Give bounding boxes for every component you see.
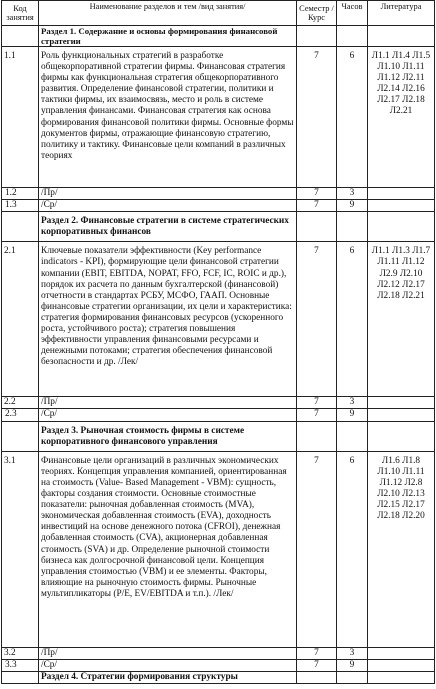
section-row (2, 26, 435, 47)
curriculum-table (1, 0, 435, 684)
row-semester: 7 (297, 659, 337, 671)
section-title: Раздел 3. Рыночная стоимость фирмы в системе корпоративного финансового управления (39, 421, 297, 451)
table-row (2, 47, 435, 188)
row-code: 2.2 (2, 397, 39, 409)
row-literature: Л1.1 Л1.4 Л1.5 Л1.10 Л1.11 Л1.12 Л2.11 Л2.14 Л2.16 Л2.17 Л2.18 Л2.21 (368, 47, 435, 188)
table-row (2, 409, 435, 421)
row-literature (368, 200, 435, 212)
row-semester: 7 (297, 397, 337, 409)
section-title: Раздел 4. Стратегии формирования структуры (39, 671, 297, 683)
header-name: Наименование разделов и тем /вид занятия/ (39, 1, 297, 26)
row-text: /Ср/ (39, 659, 297, 671)
section-title: Раздел 1. Содержание и основы формирования финансовой стратегии (39, 26, 297, 47)
table-row (2, 397, 435, 409)
row-hours: 3 (337, 397, 368, 409)
row-code: 2.3 (2, 409, 39, 421)
row-text: Ключевые показатели эффективности (Key performance indicators - KPI), формирующие цели финансовой стратегии компании (EBIT, EBITDA, NOPAT, FFO, FCF, IC, ROIC и др.), порядок их расчета по данным бухгалтерской (финансовой) отчетности в стандартах РСБУ, МСФО, ГААП. Основные финансовые стратегии организации, их цели и характеристика: стратегия формирования финансовых ресурсов (ускоренного роста, устойчивого роста); стратегия повышения эффективности управления финансовыми ресурсами и денежными потоками; стратегия обеспечения финансовой безопасности и др. /Лек/ (39, 242, 297, 397)
header-row (2, 1, 435, 26)
section-title: Раздел 2. Финансовые стратегии в системе стратегических корпоративных финансов (39, 212, 297, 242)
row-text: /Пр/ (39, 397, 297, 409)
row-code: 3.2 (2, 647, 39, 659)
table-row (2, 188, 435, 200)
table-row (2, 659, 435, 671)
row-semester: 7 (297, 451, 337, 647)
row-code: 3.1 (2, 451, 39, 647)
row-code: 2.1 (2, 242, 39, 397)
row-hours: 3 (337, 188, 368, 200)
row-hours: 9 (337, 659, 368, 671)
row-code: 1.1 (2, 47, 39, 188)
header-hours: Часов (337, 1, 368, 26)
row-literature (368, 397, 435, 409)
row-semester: 7 (297, 242, 337, 397)
row-semester: 7 (297, 647, 337, 659)
row-text: /Ср/ (39, 200, 297, 212)
row-text: Финансовые цели организаций в различных экономических теориях. Концепция управления компанией, ориентированная на стоимость (Value- Based Management - VBM): сущность, факторы создания стоимости. Основные стоимостные показатели: рыночная добавленная стоимость (MVA), экономическая добавленная стоимость (EVA), доходность инвестиций на основе денежного потока (CFROI), денежная добавленная стоимость (CVA), акционерная добавленная стоимость (SVA) и др. Определение рыночной стоимости бизнеса как долгосрочной финансовой цели. Концепция управления стоимостью (VBM) и ее элементы. Факторы, влияющие на рыночную стоимость фирмы. Рыночные мультипликаторы (P/E, EV/EBITDA и т.п.). /Лек/ (39, 451, 297, 647)
row-text: Роль функциональных стратегий в разработке общекорпоративной стратегии фирмы. Финансовая стратегия фирмы как функциональная стратегия общекорпоративного развития. Определение финансовой стратегии, политики и тактики фирмы, их взаимосвязь, место и роль в системе управления финансами. Финансовая стратегия как основа формирования финансовой политики фирмы. Основные формы документов фирмы, отражающие финансовую стратегию, политику и тактику. Финансовые цели компаний в различных теориях (39, 47, 297, 188)
row-code: 3.3 (2, 659, 39, 671)
row-semester: 7 (297, 200, 337, 212)
row-text: /Пр/ (39, 188, 297, 200)
row-code: 1.3 (2, 200, 39, 212)
row-literature (368, 188, 435, 200)
row-literature (368, 647, 435, 659)
section-row (2, 212, 435, 242)
section-row (2, 421, 435, 451)
header-semester: Семестр / Курс (297, 1, 337, 26)
row-hours: 6 (337, 242, 368, 397)
row-literature (368, 409, 435, 421)
row-literature: Л1.6 Л1.8 Л1.10 Л1.11 Л1.12 Л2.8 Л2.10 Л2.13 Л2.15 Л2.17 Л2.18 Л2.20 (368, 451, 435, 647)
row-hours: 6 (337, 451, 368, 647)
row-literature (368, 659, 435, 671)
row-text: /Пр/ (39, 647, 297, 659)
header-literature: Литература (368, 1, 435, 26)
table-row (2, 200, 435, 212)
row-hours: 9 (337, 409, 368, 421)
row-code: 1.2 (2, 188, 39, 200)
row-hours: 3 (337, 647, 368, 659)
row-literature: Л1.1 Л1.3 Л1.7 Л1.11 Л1.12 Л2.9 Л2.10 Л2.12 Л2.17 Л2.18 Л2.21 (368, 242, 435, 397)
row-text: /Ср/ (39, 409, 297, 421)
table-row (2, 647, 435, 659)
row-hours: 9 (337, 200, 368, 212)
table-row (2, 451, 435, 647)
row-semester: 7 (297, 409, 337, 421)
row-hours: 6 (337, 47, 368, 188)
table-row (2, 242, 435, 397)
section-row (2, 671, 435, 683)
header-code: Код занятия (2, 1, 39, 26)
row-semester: 7 (297, 188, 337, 200)
row-semester: 7 (297, 47, 337, 188)
